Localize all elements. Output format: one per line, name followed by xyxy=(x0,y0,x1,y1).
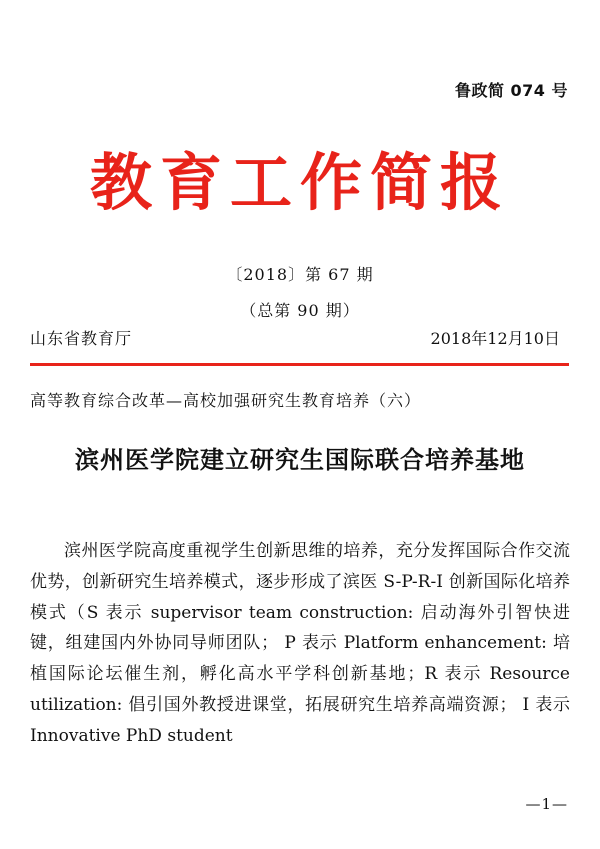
issue-number: 〔2018〕第 67 期 xyxy=(226,265,374,284)
issue-date: 2018年12月10日 xyxy=(430,329,560,348)
total-issue-number: （总第 90 期） xyxy=(240,301,360,320)
red-divider xyxy=(30,363,569,366)
series-heading: 高等教育综合改革—高校加强研究生教育培养（六） xyxy=(30,391,422,410)
document-number: 鲁政简 074 号 xyxy=(454,81,568,100)
article-body: 滨州医学院高度重视学生创新思维的培养，充分发挥国际合作交流优势，创新研究生培养模式，逐步形成了滨医 S-P-R-I 创新国际化培养模式（S 表示 supervisor team construction: 启动海外引智快进键，组建国内外协同导师团队； P 表示 Platform enhancement: 培植国际论坛催生剂，孵化高水平学科创新基地；R 表示 Resource utilization: 倡引国外教授进课堂，拓展研究生培养高端资源； I 表示 Innovative PhD student xyxy=(30,541,570,746)
issuer: 山东省教育厅 xyxy=(30,329,133,348)
page-number: —1— xyxy=(525,795,568,813)
article-title: 滨州医学院建立研究生国际联合培养基地 xyxy=(75,445,525,474)
masthead-title: 教育工作简报 xyxy=(89,146,510,219)
